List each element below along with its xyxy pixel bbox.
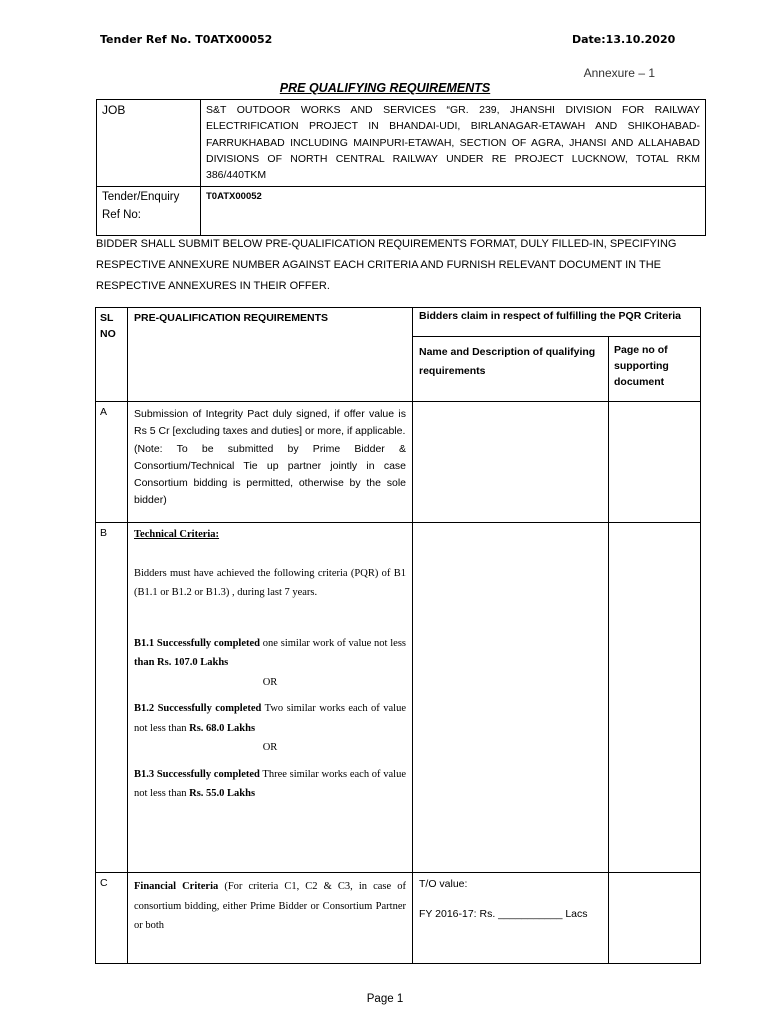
criteria-b1-2 bbox=[134, 699, 406, 738]
or-separator-1: OR bbox=[262, 676, 278, 688]
b12-amount: Rs. 68.0 Lakhs bbox=[189, 722, 256, 734]
name-description-header: Name and Description of qualifying requirements bbox=[413, 337, 609, 402]
b11-label: B1.1 Successfully completed bbox=[134, 637, 261, 649]
row-b-sl: B bbox=[96, 523, 128, 873]
date: Date:13.10.2020 bbox=[572, 33, 676, 46]
row-a-note: (Note: To be submitted by Prime Bidder & Consortium/Technical Tie up partner jointly in case Consortium bidding is permitted, otherwise by the sole bidder) bbox=[134, 442, 406, 507]
annexure-label: Annexure – 1 bbox=[583, 66, 655, 80]
row-a-text: Submission of Integrity Pact duly signed, if offer value is Rs 5 Cr [excluding taxes and duties] or more, if applicable. bbox=[134, 408, 406, 438]
row-b-requirement bbox=[128, 523, 413, 873]
b12-label: B1.2 Successfully completed bbox=[134, 703, 262, 714]
pq-requirements-table bbox=[95, 307, 701, 964]
row-a-requirement bbox=[128, 402, 413, 523]
row-a-page-cell[interactable] bbox=[609, 402, 701, 523]
b12-text: Two similar works each of value not less than bbox=[134, 703, 406, 734]
row-c-sl: C bbox=[96, 873, 128, 964]
job-description: S&T OUTDOOR WORKS AND SERVICES “GR. 239, JHANSHI DIVISION FOR RAILWAY ELECTRIFICATION PROJECT IN BHANDAI-UDI, BIRLANAGAR-ETAWAH AND SHIKOHABAD-FARRUKHABAD INCLUDING MAINPURI-ETAWAH, SECTION OF AGRA, JHANSI AND ALLAHABAD DIVISIONS OF NORTH CENTRAL RAILWAY UNDER RE PROJECT LUCKNOW, TOTAL RKM 386/440TKM bbox=[201, 100, 706, 187]
row-a-sl: A bbox=[96, 402, 128, 523]
criteria-b1-1 bbox=[134, 634, 406, 673]
financial-criteria-text: (For criteria C1, C2 & C3, in case of consortium bidding, either Prime Bidder or Consortium Partner or both bbox=[134, 881, 407, 931]
technical-criteria-intro: Bidders must have achieved the following criteria (PQR) of B1 (B1.1 or B1.2 or B1.3) , during last 7 years. bbox=[134, 567, 406, 598]
row-c-page-cell[interactable] bbox=[609, 873, 701, 964]
page-number: Page 1 bbox=[366, 993, 404, 1005]
page-no-header: Page no of supporting document bbox=[609, 337, 701, 402]
criteria-b1-3 bbox=[134, 765, 406, 804]
job-label: JOB bbox=[97, 100, 201, 187]
b11-amount: than Rs. 107.0 Lakhs bbox=[134, 657, 229, 668]
bidder-instruction: BIDDER SHALL SUBMIT BELOW PRE-QUALIFICATION REQUIREMENTS FORMAT, DULY FILLED-IN, SPECIFYING RESPECTIVE ANNEXURE NUMBER AGAINST EACH CRITERIA AND FURNISH RELEVANT DOCUMENT IN THE RESPECTIVE ANNEXURES IN THEIR OFFER. bbox=[96, 238, 677, 292]
requirements-header: PRE-QUALIFICATION REQUIREMENTS bbox=[128, 308, 413, 402]
b13-text: Three similar works each of value not less than bbox=[134, 768, 407, 799]
b13-label: B1.3 Successfully completed bbox=[134, 768, 260, 780]
row-c-requirement bbox=[128, 873, 413, 964]
sl-no-header: SL NO bbox=[96, 308, 128, 402]
row-a-claim-cell[interactable] bbox=[413, 402, 609, 523]
tender-ref: Tender Ref No. T0ATX00052 bbox=[100, 33, 273, 46]
b11-text: one similar work of value not less bbox=[260, 637, 407, 649]
tender-ref-label: Tender/Enquiry Ref No: bbox=[97, 187, 201, 236]
job-info-table bbox=[96, 99, 706, 236]
page-title: PRE QUALIFYING REQUIREMENTS bbox=[279, 81, 491, 95]
bidder-claim-header: Bidders claim in respect of fulfilling the PQR Criteria bbox=[413, 308, 701, 337]
or-separator-2: OR bbox=[262, 742, 278, 753]
row-c-claim-cell[interactable] bbox=[413, 873, 609, 964]
b13-amount: Rs. 55.0 Lakhs bbox=[189, 788, 256, 799]
tender-ref-value: T0ATX00052 bbox=[201, 187, 706, 236]
turnover-label: T/O value: bbox=[419, 878, 468, 890]
row-b-claim-cell[interactable] bbox=[413, 523, 609, 873]
technical-criteria-heading: Technical Criteria: bbox=[134, 529, 220, 540]
row-b-page-cell[interactable] bbox=[609, 523, 701, 873]
fy-2016-17-field[interactable]: FY 2016-17: Rs. ___________ Lacs bbox=[419, 908, 588, 920]
financial-criteria-heading: Financial Criteria bbox=[134, 881, 219, 892]
